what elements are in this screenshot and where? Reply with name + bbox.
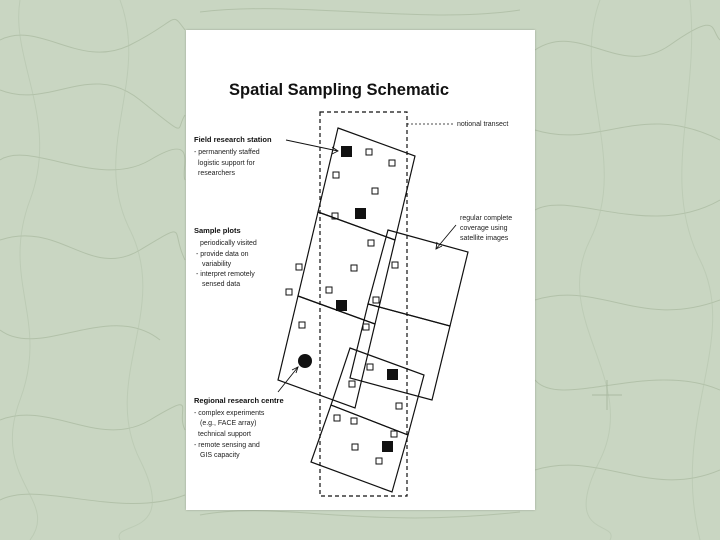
notional-transect bbox=[320, 112, 407, 496]
regional-centre-line: - remote sensing and bbox=[194, 442, 260, 449]
sample-plot-marker bbox=[299, 322, 305, 328]
sample-plots-line: - provide data on bbox=[196, 251, 249, 258]
satellite-line: satellite images bbox=[460, 235, 509, 242]
sample-plots-heading: Sample plots bbox=[194, 226, 241, 235]
field-station-line: - permanently staffed bbox=[194, 149, 260, 156]
satellite-tile bbox=[350, 304, 450, 400]
sample-plot-marker bbox=[376, 458, 382, 464]
regional-centre-heading: Regional research centre bbox=[194, 396, 284, 405]
sample-plot-marker bbox=[391, 431, 397, 437]
regional-centre-line: GIS capacity bbox=[200, 452, 240, 459]
sample-plot-marker bbox=[366, 149, 372, 155]
regional-centre-line: technical support bbox=[198, 431, 251, 438]
field-station-line: researchers bbox=[198, 170, 235, 177]
regional-centre-marker bbox=[298, 354, 312, 368]
sample-plots-line: sensed data bbox=[202, 281, 241, 288]
sample-plot-marker bbox=[372, 188, 378, 194]
sample-plot-marker bbox=[367, 364, 373, 370]
transect-label: notional transect bbox=[457, 121, 509, 128]
sample-plots-line: - interpret remotely bbox=[196, 271, 255, 278]
satellite-tile bbox=[331, 348, 424, 435]
regional-centre-line: - complex experiments bbox=[194, 410, 265, 417]
sample-plot-marker bbox=[351, 418, 357, 424]
sample-plot-marker bbox=[396, 403, 402, 409]
sample-plot-marker bbox=[334, 415, 340, 421]
sample-plot-marker bbox=[286, 289, 292, 295]
satellite-tile bbox=[368, 230, 468, 326]
sample-plot-marker bbox=[368, 240, 374, 246]
sample-plot-marker bbox=[296, 264, 302, 270]
sample-plot-marker bbox=[352, 444, 358, 450]
sample-plot-marker bbox=[333, 172, 339, 178]
satellite-tiles-right bbox=[350, 230, 468, 400]
sample-plot-marker bbox=[363, 324, 369, 330]
field-station-line: logistic support for bbox=[198, 160, 255, 167]
diagram-title: Spatial Sampling Schematic bbox=[229, 81, 450, 99]
field-station-marker bbox=[336, 300, 347, 311]
sample-plot-marker bbox=[351, 265, 357, 271]
arrowhead bbox=[292, 367, 298, 373]
field-station-marker bbox=[341, 146, 352, 157]
sample-plot-marker bbox=[373, 297, 379, 303]
satellite-tile bbox=[318, 128, 415, 240]
sample-plot-marker bbox=[392, 262, 398, 268]
sample-plots-line: variability bbox=[202, 261, 232, 268]
spatial-sampling-diagram bbox=[186, 30, 535, 510]
field-station-marker bbox=[382, 441, 393, 452]
field-station-heading: Field research station bbox=[194, 135, 272, 144]
satellite-line: coverage using bbox=[460, 225, 508, 232]
sample-plot-marker bbox=[326, 287, 332, 293]
field-station-marker bbox=[355, 208, 366, 219]
satellite-line: regular complete bbox=[460, 215, 513, 222]
satellite-tile bbox=[311, 405, 408, 492]
sample-plots-line: periodically visited bbox=[200, 240, 257, 247]
regional-centre-line: (e.g., FACE array) bbox=[200, 420, 257, 427]
sample-plot-marker bbox=[349, 381, 355, 387]
schematic-sheet bbox=[186, 30, 535, 510]
field-station-marker bbox=[387, 369, 398, 380]
regional-centre-arrow bbox=[278, 367, 298, 392]
field-station-arrow bbox=[286, 140, 338, 151]
sample-plot-marker bbox=[389, 160, 395, 166]
field-stations bbox=[336, 146, 398, 452]
